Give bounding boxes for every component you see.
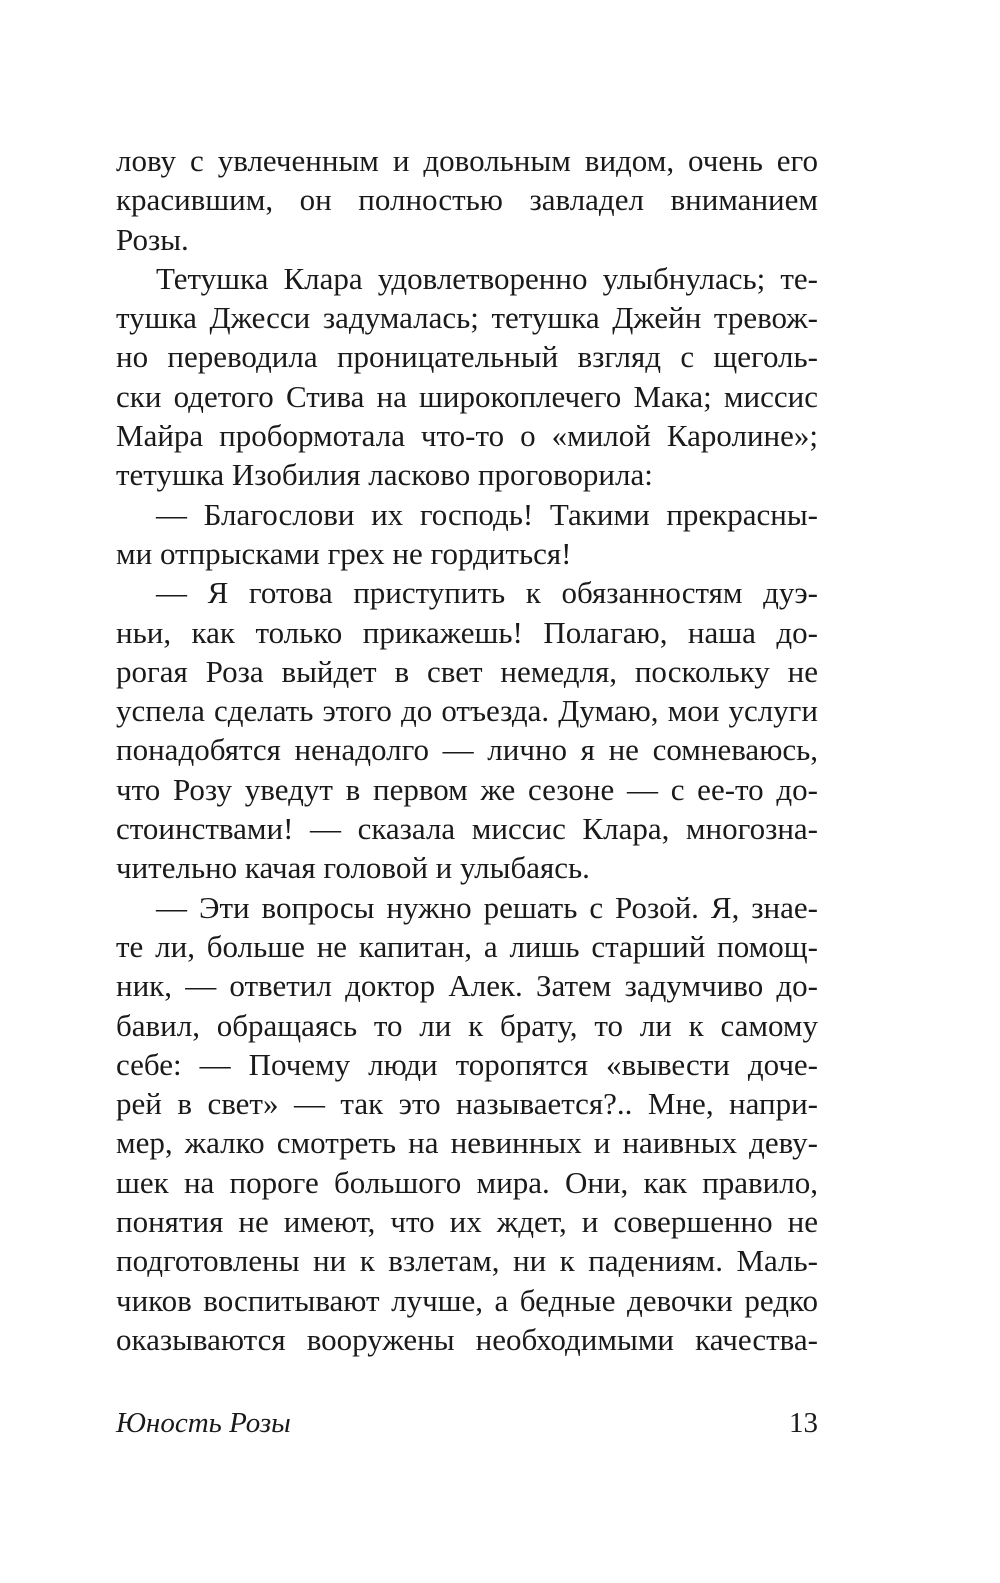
page-number: 13 [789,1407,818,1439]
text-line: рей в свет» — так это называется?.. Мне, напри- [116,1086,818,1122]
text-line: ник, — ответил доктор Алек. Затем задумчиво до- [116,968,818,1004]
text-line: оказываются вооружены необходимыми качества- [116,1321,818,1357]
text-line: лову с увлеченным и довольным видом, очень его [116,143,818,178]
text-line: что Розу уведут в первом же сезоне — с ее-то до- [116,771,818,807]
text-line: — Благослови их господь! Такими прекрасны- [156,496,818,532]
text-line: мер, жалко смотреть на невинных и наивных деву- [116,1125,818,1161]
text-line: стоинствами! — сказала миссис Клара, многозна- [116,811,818,847]
text-line: ми отпрысками грех не гордиться! [116,535,572,571]
text-line: подготовлены ни к взлетам, ни к падениям. Маль- [116,1243,818,1279]
text-line: чительно качая головой и улыбаясь. [116,850,590,886]
text-line: Майра пробормотала что-то о «милой Каролине»; [116,418,818,454]
text-line: бавил, обращаясь то ли к брату, то ли к самому [116,1007,818,1043]
text-line: рогая Роза выйдет в свет немедля, поскольку не [116,653,818,689]
text-line: шек на пороге большого мира. Они, как правило, [116,1164,818,1200]
text-line: тетушка Изобилия ласково проговорила: [116,457,653,493]
text-line: те ли, больше не капитан, а лишь старший помощ- [116,928,818,964]
text-line: успела сделать этого до отъезда. Думаю, мои услуги [116,693,818,729]
text-line: понятия не имеют, что их ждет, и совершенно не [116,1204,818,1240]
text-line: — Эти вопросы нужно решать с Розой. Я, знае- [156,889,818,925]
running-title: Юность Розы [116,1407,291,1439]
text-line: ски одетого Стива на широкоплечего Мака; миссис [116,378,818,414]
page-footer [116,1403,818,1443]
body-text [116,141,818,1359]
text-line: тушка Джесси задумалась; тетушка Джейн тревож- [116,300,818,336]
text-line: — Я готова приступить к обязанностям дуэ- [156,575,818,611]
text-line: понадобятся ненадолго — лично я не сомневаюсь, [116,732,818,768]
text-line: себе: — Почему люди торопятся «вывести доче- [116,1046,818,1082]
text-line: ньи, как только прикажешь! Полагаю, наша до- [116,614,818,650]
text-line: Тетушка Клара удовлетворенно улыбнулась; те- [156,260,818,296]
text-line: чиков воспитывают лучше, а бедные девочки редко [116,1282,818,1318]
text-line: Розы. [116,221,189,257]
text-line: но переводила проницательный взгляд с щеголь- [116,339,818,375]
text-line: красившим, он полностью завладел вниманием [116,182,818,218]
